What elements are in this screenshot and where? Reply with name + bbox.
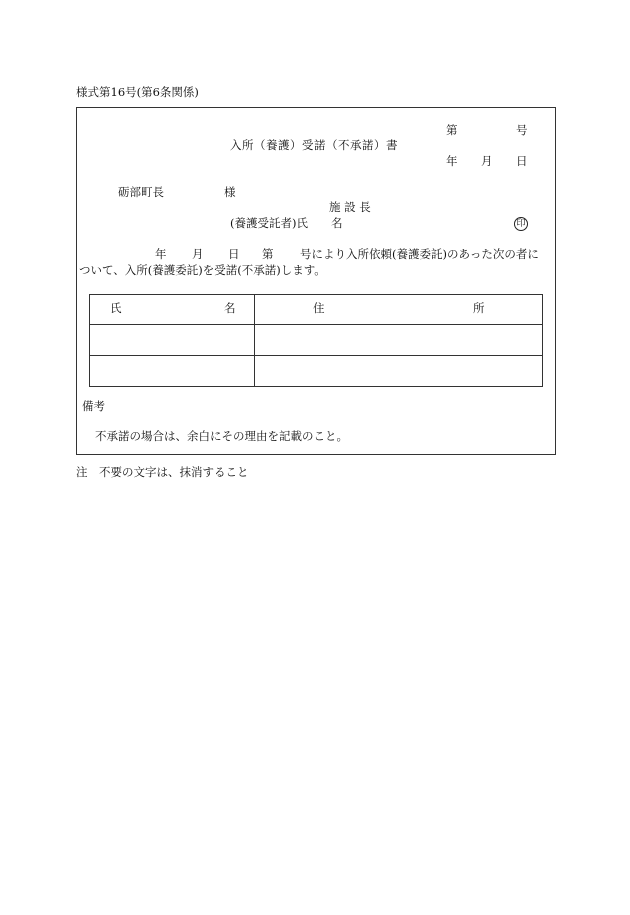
form-number-label: 様式第16号(第6条関係) xyxy=(76,85,199,99)
date-day: 日 xyxy=(516,154,528,168)
addressee-sama: 様 xyxy=(224,185,236,199)
body-month: 月 xyxy=(192,247,204,261)
table-row-divider xyxy=(89,324,543,325)
body-dai: 第 xyxy=(262,247,274,261)
footnote: 注 不要の文字は、抹消すること xyxy=(76,465,249,479)
body-line1: 号により入所依頼(養護委託)のあった次の者に xyxy=(300,247,539,261)
remarks-title: 備考 xyxy=(82,399,105,413)
facility-head-label: 施 設 長 xyxy=(329,200,371,214)
table-header-address-a: 住 xyxy=(313,301,325,315)
body-line2: ついて、入所(養護委託)を受諾(不承諾)します。 xyxy=(79,263,326,277)
table-header-address-b: 所 xyxy=(473,301,485,315)
body-year: 年 xyxy=(155,247,167,261)
table-row-divider xyxy=(89,355,543,356)
date-month: 月 xyxy=(481,154,493,168)
seal-mark: 印 xyxy=(514,217,528,231)
consignee-name-label: (養護受託者)氏 名 xyxy=(230,216,343,230)
document-number-go: 号 xyxy=(516,123,528,137)
table-header-name-a: 氏 xyxy=(110,301,122,315)
table-column-divider xyxy=(254,294,255,387)
addressee-mayor: 砺部町長 xyxy=(118,185,164,199)
table-header-name-b: 名 xyxy=(224,301,236,315)
remarks-text: 不承諾の場合は、余白にその理由を記載のこと。 xyxy=(95,429,348,443)
date-year: 年 xyxy=(446,154,458,168)
document-title: 入所（養護）受諾（不承諾）書 xyxy=(230,138,398,152)
document-number-dai: 第 xyxy=(446,123,458,137)
body-day: 日 xyxy=(228,247,240,261)
